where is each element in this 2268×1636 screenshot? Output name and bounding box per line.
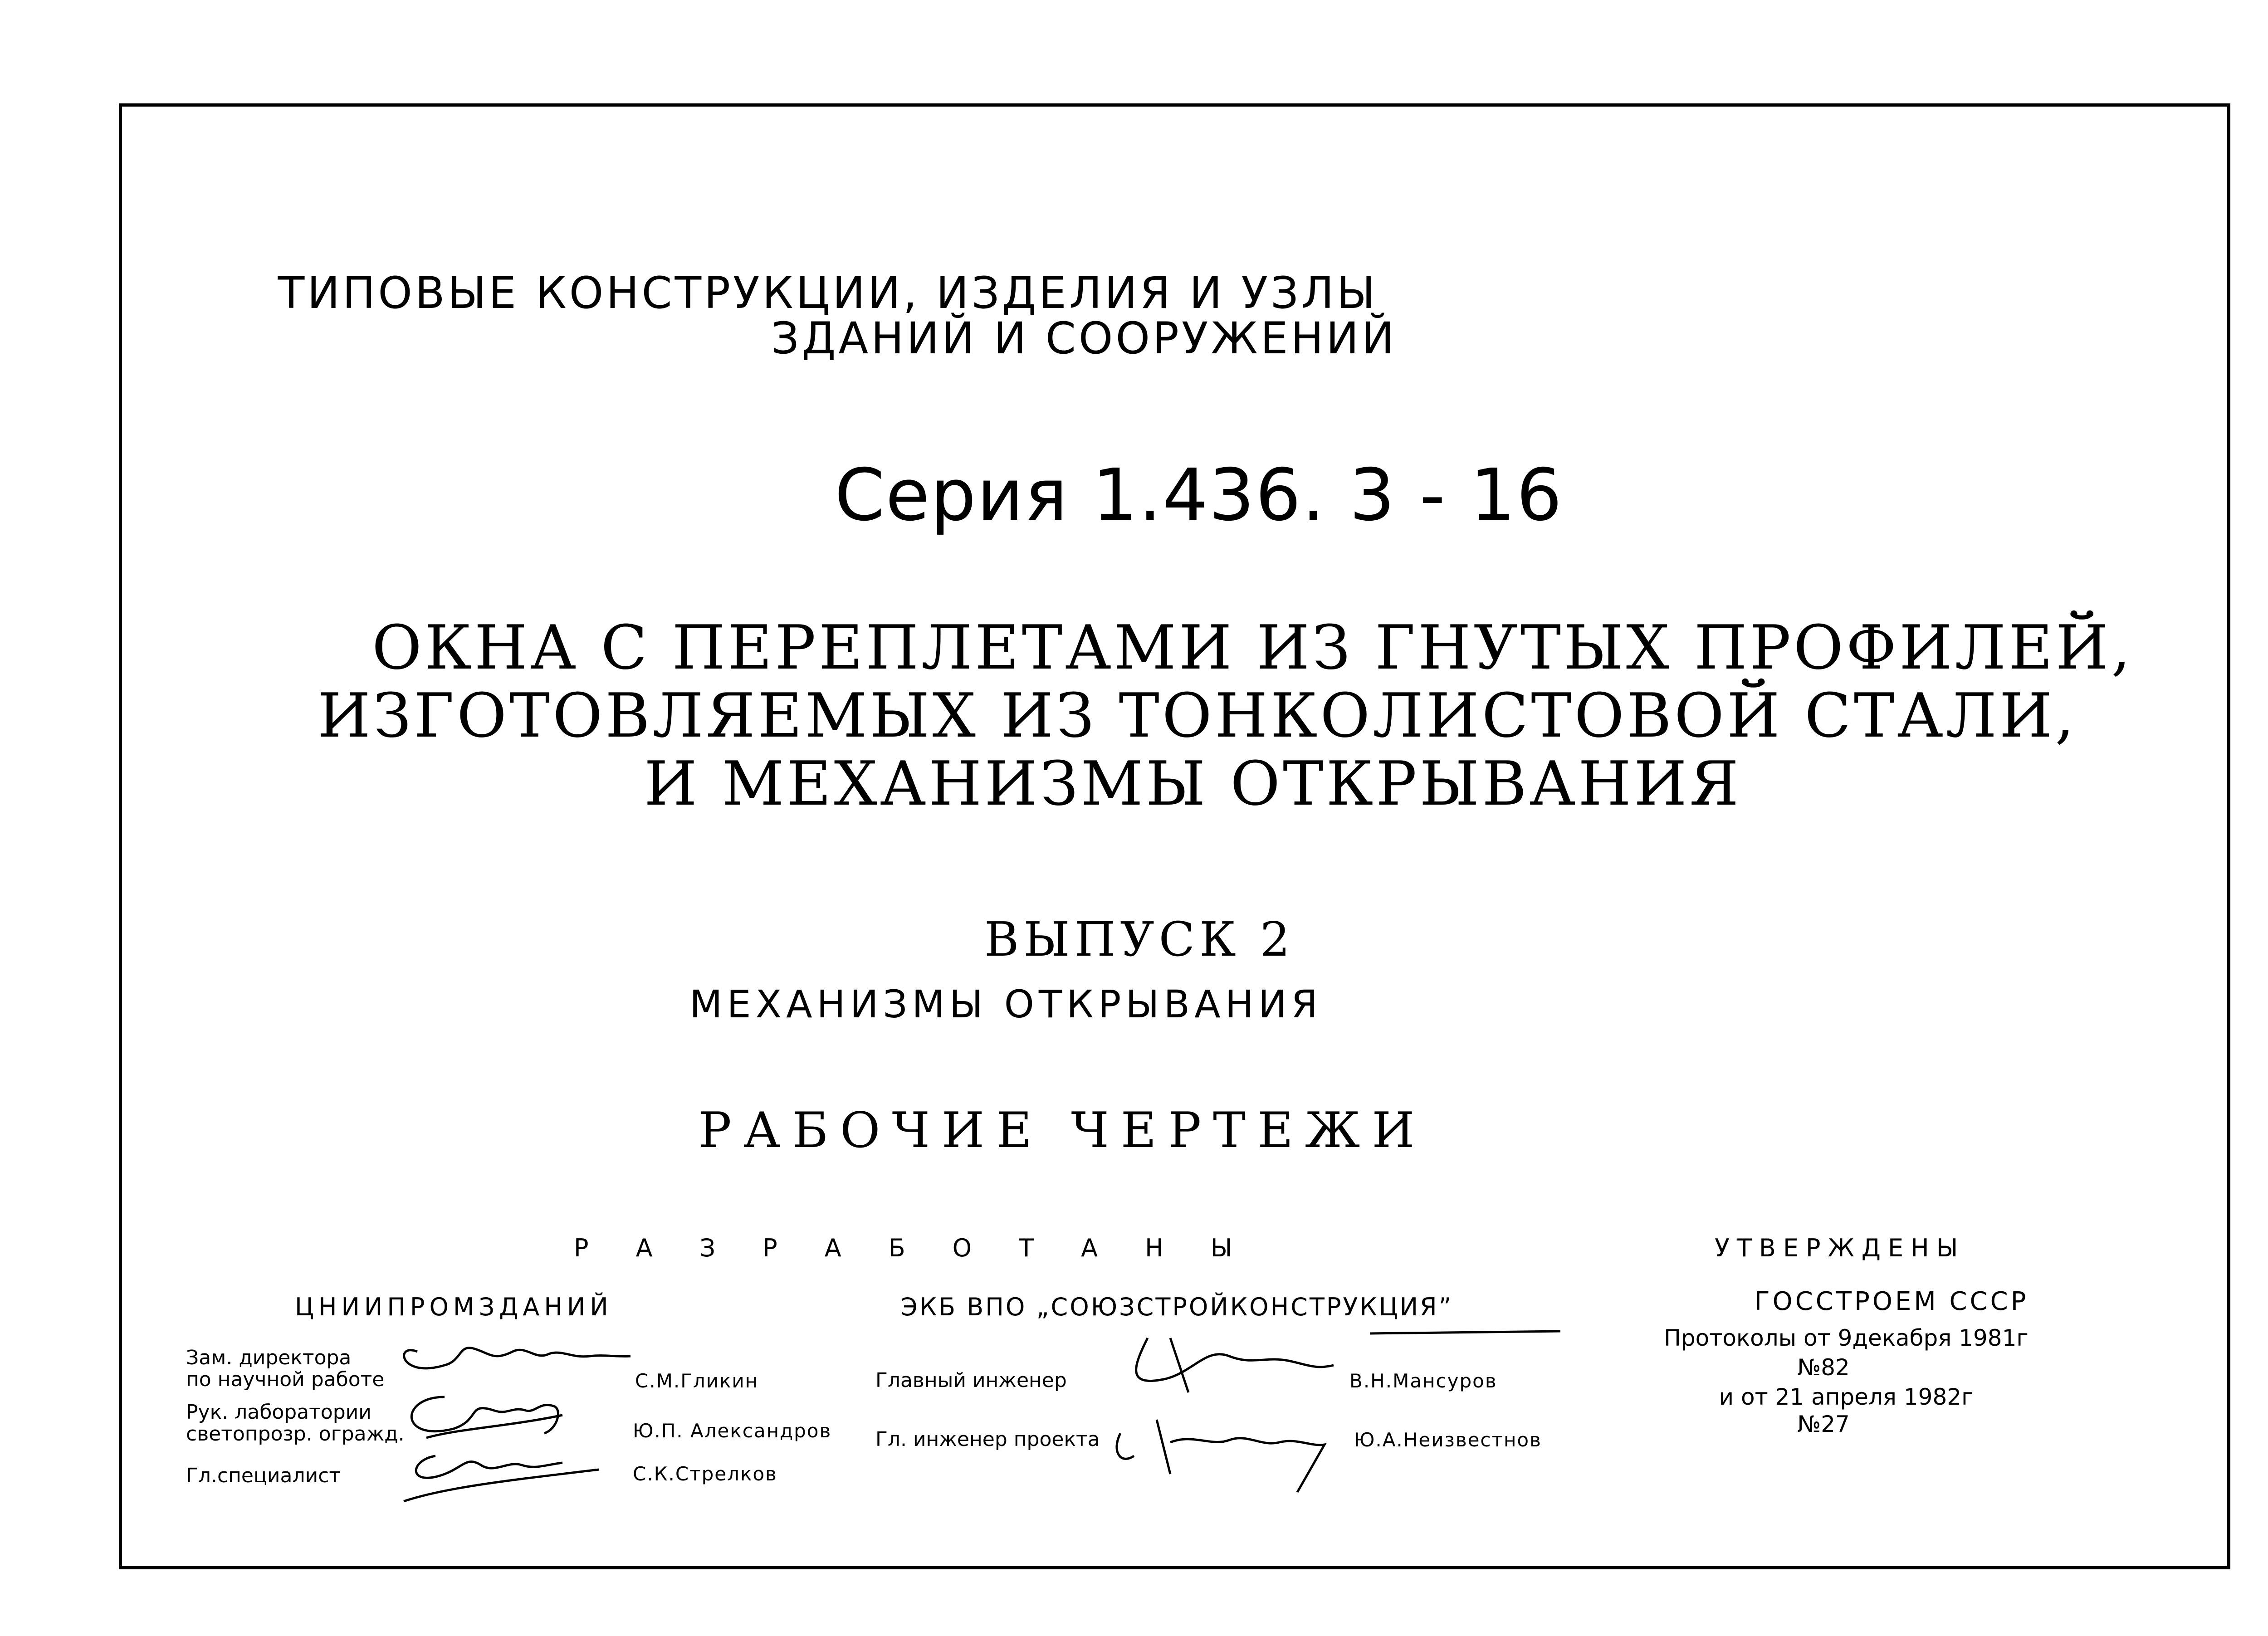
approved-line-2: №82: [1797, 1354, 1850, 1381]
header-line-2: ЗДАНИЙ И СООРУЖЕНИЙ: [771, 313, 1397, 364]
approved-line-3: и от 21 апреля 1982г: [1719, 1384, 1974, 1410]
approved-by: ГОССТРОЕМ СССР: [1754, 1287, 2029, 1316]
signature-neizvestnov: [1107, 1406, 1343, 1497]
issue-number: ВЫПУСК 2: [984, 912, 1295, 967]
developed-label: РАЗРАБОТАНЫ: [574, 1234, 1280, 1262]
org1-name-1: С.М.Гликин: [635, 1370, 759, 1392]
issue-subtitle: МЕХАНИЗМЫ ОТКРЫВАНИЯ: [689, 982, 1322, 1026]
org2-name: ЭКБ ВПО „СОЮЗСТРОЙКОНСТРУКЦИЯ”: [900, 1293, 1453, 1321]
org1-name-2: Ю.П. Александров: [633, 1420, 832, 1442]
signature-strelkov: [390, 1438, 608, 1506]
approved-line-4: №27: [1797, 1411, 1850, 1437]
org2-role-1: Главный инженер: [875, 1369, 1067, 1392]
signature-glikin: [390, 1324, 635, 1392]
org2-name-1: В.Н.Мансуров: [1349, 1370, 1497, 1392]
org2-name-2: Ю.А.Неизвестнов: [1354, 1429, 1542, 1451]
org1-role-2: Рук. лаборатории светопрозр. огражд.: [186, 1401, 405, 1446]
approved-label: УТВЕРЖДЕНЫ: [1715, 1234, 1965, 1262]
series-number: Серия 1.436. 3 - 16: [835, 454, 1563, 537]
title-line-1: ОКНА С ПЕРЕПЛЕТАМИ ИЗ ГНУТЫХ ПРОФИЛЕЙ,: [372, 612, 2133, 683]
org1-role-3: Гл.специалист: [186, 1464, 341, 1487]
drawing-type: РАБОЧИЕ ЧЕРТЕЖИ: [699, 1102, 1427, 1159]
signature-mansurov: [1116, 1329, 1569, 1406]
org1-role-1: Зам. директора по научной работе: [186, 1346, 385, 1391]
org1-name-3: С.К.Стрелков: [633, 1463, 777, 1485]
header-line-1: ТИПОВЫЕ КОНСТРУКЦИИ, ИЗДЕЛИЯ И УЗЛЫ: [278, 268, 1378, 318]
approved-line-1: Протоколы от 9декабря 1981г: [1664, 1325, 2028, 1351]
org2-role-2: Гл. инженер проекта: [875, 1428, 1100, 1451]
org1-name: ЦНИИПРОМЗДАНИЙ: [295, 1293, 613, 1321]
title-line-3: И МЕХАНИЗМЫ ОТКРЫВАНИЯ: [644, 748, 1742, 819]
title-line-2: ИЗГОТОВЛЯЕМЫХ ИЗ ТОНКОЛИСТОВОЙ СТАЛИ,: [318, 680, 2077, 751]
